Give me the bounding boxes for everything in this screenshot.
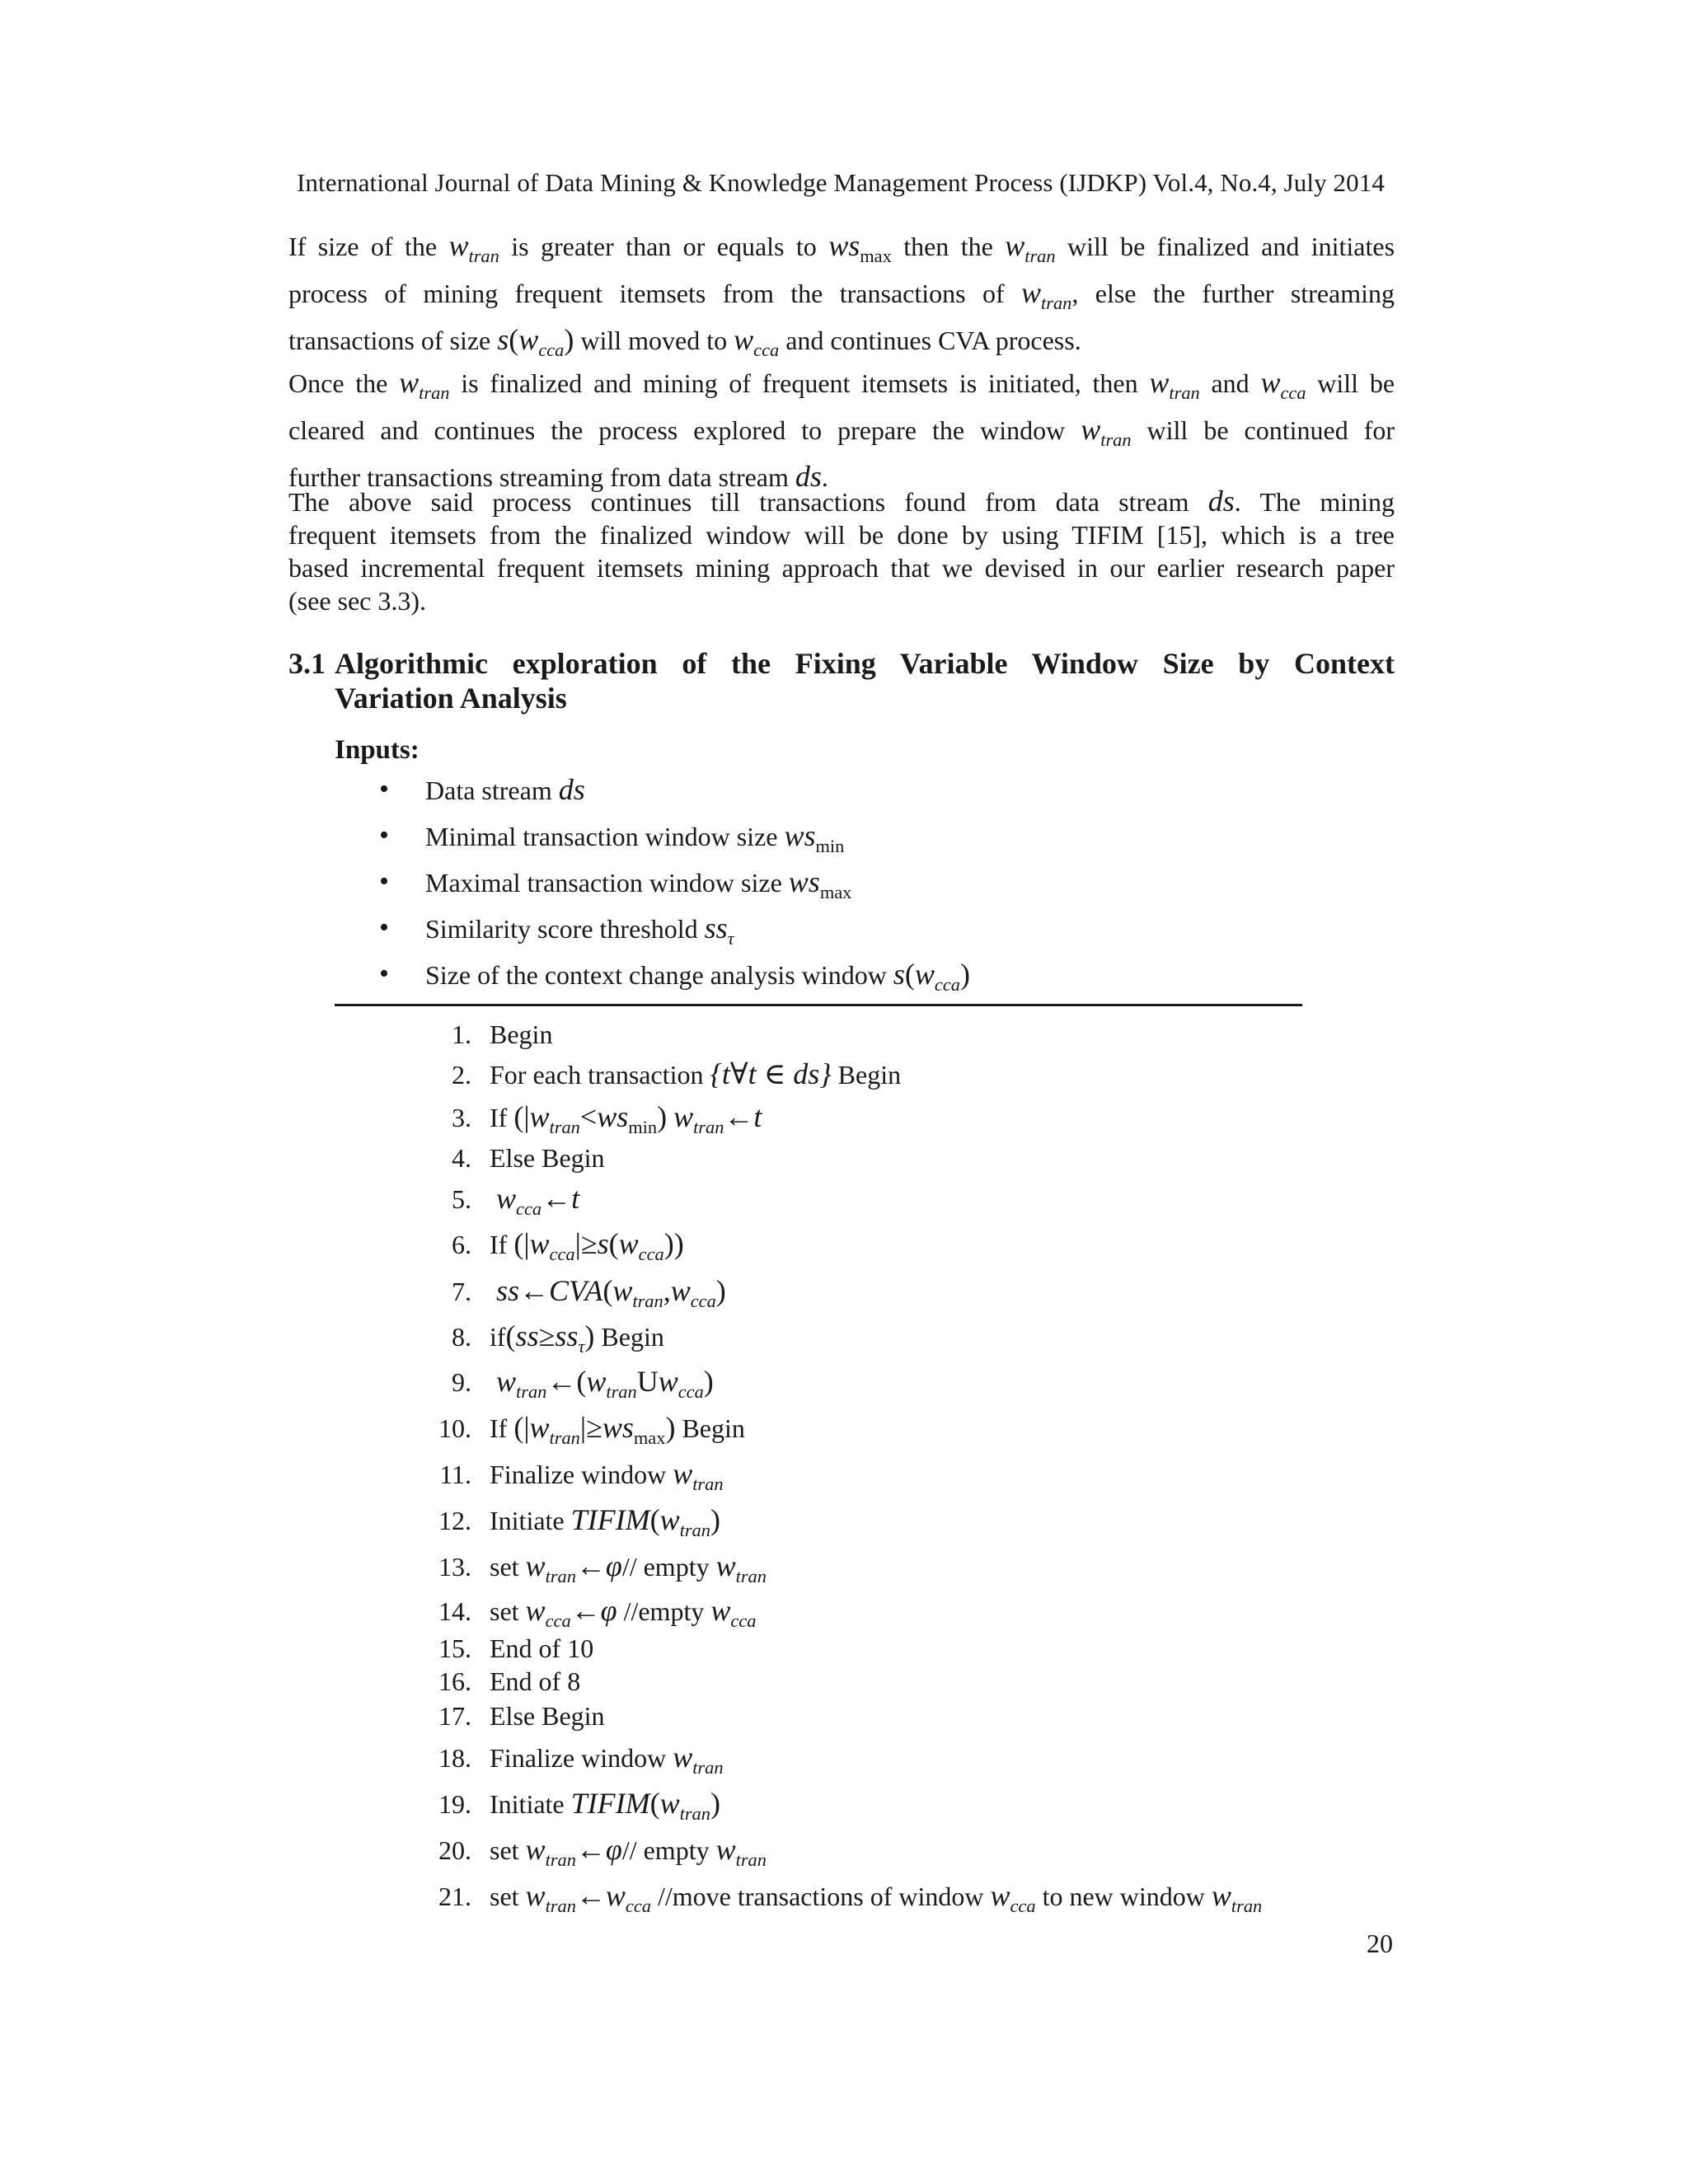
- algorithm-step: 20. set $w_{tran}\leftarrow\varphi//$ empty $w_{tran}$: [438, 1833, 767, 1870]
- algorithm-step: 6. If $(|w_{cca}|\ge s(w_{cca}))$: [452, 1227, 684, 1264]
- algorithm-step: 9. $w_{tran}\leftarrow(w_{tran}Uw_{cca})$: [452, 1365, 714, 1402]
- inputs-label: Inputs:: [335, 735, 420, 765]
- paragraph-3: [288, 485, 1395, 617]
- paragraph-3-line-1: The above said process continues till transactions found from data stream ds. The mining: [288, 485, 1395, 518]
- paragraph-3-line-2: frequent itemsets from the finalized window will be done by using TIFIM [15], which is a tree: [288, 520, 1395, 550]
- algorithm-step: 19. Initiate $TIFIM(w_{tran})$: [438, 1787, 720, 1824]
- algorithm-step: 5. $w_{cca}\leftarrow t$: [452, 1182, 580, 1219]
- paragraph-2-line-2: cleared and continues the process explored to prepare the window $w_{tran}$ will be continued for: [288, 413, 1395, 450]
- algorithm-step: 17. Else Begin: [438, 1701, 605, 1731]
- algorithm-step: 1. Begin: [452, 1019, 553, 1049]
- algorithm-step: 21. set $w_{tran}\leftarrow w_{cca}$ //move transactions of window $w_{cca}$ to new window $w_{tran}$: [438, 1879, 1263, 1916]
- page-number: 20: [1367, 1929, 1393, 1958]
- paragraph-1-line-2: process of mining frequent itemsets from the transactions of $w_{tran}$, else the further streaming: [288, 276, 1395, 313]
- paragraph-1-line-3: transactions of size $s(w_{cca})$ will moved to $w_{cca}$ and continues CVA process.: [288, 323, 1081, 360]
- input-item: • Data stream ds: [379, 766, 970, 813]
- algorithm-step: 4. Else Begin: [452, 1143, 605, 1173]
- algorithm-step: 18. Finalize window $w_{tran}$: [438, 1741, 724, 1778]
- input-item: • Maximal transaction window size $ws_{max}$: [379, 859, 970, 905]
- algorithm-step: 11. Finalize window $w_{tran}$: [439, 1457, 724, 1494]
- algorithm-step: 8. $if(ss\ge ss_\tau)$ Begin: [452, 1319, 664, 1357]
- input-item: • Size of the context change analysis window $s(w_{cca})$: [379, 951, 970, 997]
- paragraph-3-line-4: (see sec 3.3).: [288, 586, 427, 616]
- algorithm-step: 3. If $(|w_{tran}<ws_{min})$ $w_{tran}\leftarrow t$: [452, 1100, 762, 1137]
- algorithm-step: 13. set $w_{tran}\leftarrow\varphi//$ empty $w_{tran}$: [438, 1549, 767, 1586]
- paragraph-2-line-1: Once the $w_{tran}$ is finalized and mining of frequent itemsets is initiated, then $w_{tran}$ and $w_{cca}$ will be: [288, 366, 1395, 403]
- section-number: 3.1: [288, 647, 326, 680]
- algorithm-step: 12. Initiate $TIFIM(w_{tran})$: [438, 1503, 720, 1540]
- input-item: • Minimal transaction window size $ws_{min}$: [379, 813, 970, 859]
- section-heading-line-1: 3.1 Algorithmic exploration of the Fixing Variable Window Size by Context: [288, 647, 1395, 680]
- algorithm-step: 7. $ss\leftarrow CVA(w_{tran},w_{cca})$: [452, 1274, 726, 1311]
- running-header: International Journal of Data Mining & Knowledge Management Process (IJDKP) Vol.4, No.4, July 2014: [297, 168, 1385, 197]
- paragraph-1: [288, 223, 1395, 363]
- algorithm-steps: [412, 1015, 1262, 1919]
- inputs-list: [379, 766, 970, 997]
- paragraph-2-line-3: further transactions streaming from data stream ds.: [288, 460, 828, 493]
- algorithm-step: 10. If $(|w_{tran}|\ge ws_{max})$ Begin: [438, 1411, 745, 1448]
- section-heading-line-2: Variation Analysis: [335, 682, 567, 715]
- paragraph-2: [288, 359, 1395, 500]
- algorithm-step: 15. End of 10: [438, 1633, 594, 1663]
- paragraph-1-line-1: If size of the $w_{tran}$ is greater than or equals to $ws_{max}$ then the $w_{tran}$ will be finalized and initiates: [288, 229, 1395, 266]
- section-heading: [288, 646, 1395, 715]
- paragraph-3-line-3: based incremental frequent itemsets mining approach that we devised in our earlier research paper: [288, 553, 1395, 583]
- algorithm-step: 16. End of 8: [438, 1666, 581, 1696]
- algorithm-step: 14. set $w_{cca}\leftarrow\varphi$ //empty $w_{cca}$: [438, 1594, 757, 1631]
- algorithm-step: 2. For each transaction {t∀t ∈ ds} Begin: [452, 1057, 902, 1090]
- horizontal-rule: [335, 1004, 1302, 1006]
- input-item: • Similarity score threshold $ss_\tau$: [379, 905, 970, 951]
